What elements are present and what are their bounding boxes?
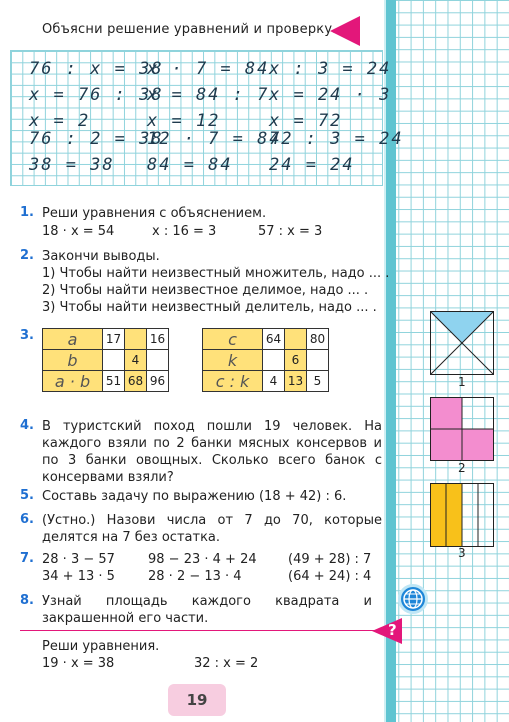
t2-cell (307, 350, 329, 371)
t1-cell: 68 (125, 371, 147, 392)
task4-text: В туристский поход пошли 19 человек. На каждого взяли по 2 банки мясных консервов и по 3 банки овощных. Сколько всего банок с консервами взяли? (42, 419, 382, 485)
task3-number: 3. (20, 328, 34, 343)
t1-label-ab: a · b (43, 371, 103, 392)
task7-c3-1: (49 + 28) : 7 (288, 552, 372, 567)
task4-number: 4. (20, 418, 34, 433)
extra-title: Реши уравнения. (42, 639, 160, 654)
hw-r4c1: 76 : 2 = 38 (29, 129, 164, 149)
t1-cell (103, 350, 125, 371)
t1-label-a: a (43, 329, 103, 350)
task5-number: 5. (20, 488, 34, 503)
hw-r1c3: x : 3 = 24 (269, 59, 392, 79)
question-icon (372, 618, 402, 644)
task3-table2 (202, 328, 329, 392)
t1-cell: 51 (103, 371, 125, 392)
extra-eq1: 19 · x = 38 (42, 656, 115, 671)
t2-cell: 6 (285, 350, 307, 371)
t1-cell: 16 (147, 329, 169, 350)
task2-line2: 2) Чтобы найти неизвестное делимое, надо ... . (42, 283, 369, 298)
task7-c1-1: 28 · 3 − 57 (42, 552, 115, 567)
t2-label-c: c (203, 329, 263, 350)
task8-number: 8. (20, 593, 34, 608)
hw-r2c3: x = 24 · 3 (269, 85, 392, 105)
task1-eq2: x : 16 = 3 (152, 224, 217, 239)
t1-cell (147, 350, 169, 371)
task8-text: Узнай площадь каждого квадрата и закрашенной его части. (42, 594, 372, 626)
task5-text: Составь задачу по выражению (18 + 42) : 6. (42, 489, 347, 504)
t2-cell: 5 (307, 371, 329, 392)
hw-r4c2: 12 · 7 = 84 (147, 129, 282, 149)
hw-r1c2: x · 7 = 84 (147, 59, 270, 79)
task1-number: 1. (20, 205, 34, 220)
extra-eq2: 32 : x = 2 (194, 656, 259, 671)
t2-cell: 4 (263, 371, 285, 392)
task7-c2-1: 98 − 23 · 4 + 24 (148, 552, 257, 567)
hw-r3c2: x = 12 (147, 111, 221, 131)
task3-table1 (42, 328, 169, 392)
task7-number: 7. (20, 551, 34, 566)
figure-2-label: 2 (458, 461, 466, 475)
hw-r3c3: x = 72 (269, 111, 343, 131)
figure-3-label: 3 (458, 546, 466, 560)
t2-cell: 64 (263, 329, 285, 350)
task1-title: Реши уравнения с объяснением. (42, 206, 267, 221)
globe-icon (398, 584, 428, 614)
task1-eq3: 57 : x = 3 (258, 224, 323, 239)
task2-title: Закончи выводы. (42, 249, 160, 264)
task2-line3: 3) Чтобы найти неизвестный делитель, надо ... . (42, 300, 377, 315)
figure-1-square (430, 311, 494, 375)
page-number: 19 (168, 684, 226, 716)
hw-r4c3: 72 : 3 = 24 (269, 129, 404, 149)
task7-c2-2: 28 · 2 − 13 · 4 (148, 569, 242, 584)
margin-strip (386, 0, 396, 722)
t2-cell (285, 329, 307, 350)
question-mark: ? (388, 621, 397, 639)
t2-cell: 13 (285, 371, 307, 392)
section-divider (20, 630, 382, 631)
figure-1-label: 1 (458, 375, 466, 389)
t2-label-ck: c : k (203, 371, 263, 392)
t1-cell: 17 (103, 329, 125, 350)
hw-r5c2: 84 = 84 (147, 155, 233, 175)
t2-cell (263, 350, 285, 371)
figure-3-square (430, 483, 494, 547)
t1-cell: 96 (147, 371, 169, 392)
t1-label-b: b (43, 350, 103, 371)
task6-number: 6. (20, 512, 34, 527)
t2-label-k: k (203, 350, 263, 371)
hw-r5c1: 38 = 38 (29, 155, 115, 175)
t1-cell (125, 329, 147, 350)
figure-1-shaded (430, 311, 494, 343)
task6-text: (Устно.) Назови числа от 7 до 70, которые делятся на 7 без остатка. (42, 513, 382, 545)
hw-r3c1: x = 2 (29, 111, 91, 131)
hw-r5c3: 24 = 24 (269, 155, 355, 175)
t2-cell: 80 (307, 329, 329, 350)
task7-c1-2: 34 + 13 · 5 (42, 569, 115, 584)
figure-2-square (430, 397, 494, 461)
hw-r1c1: 76 : x = 38 (29, 59, 164, 79)
handwriting-grid (10, 50, 404, 186)
task1-eq1: 18 · x = 54 (42, 224, 115, 239)
triangle-pointer-icon (330, 16, 360, 46)
task2-number: 2. (20, 248, 34, 263)
task2-line1: 1) Чтобы найти неизвестный множитель, надо ... . (42, 266, 390, 281)
intro-text: Объясни решение уравнений и проверку. (42, 22, 337, 37)
t1-cell: 4 (125, 350, 147, 371)
hw-r2c1: x = 76 : 38 (29, 85, 164, 105)
hw-r2c2: x = 84 : 7 (147, 85, 270, 105)
task7-c3-2: (64 + 24) : 4 (288, 569, 372, 584)
